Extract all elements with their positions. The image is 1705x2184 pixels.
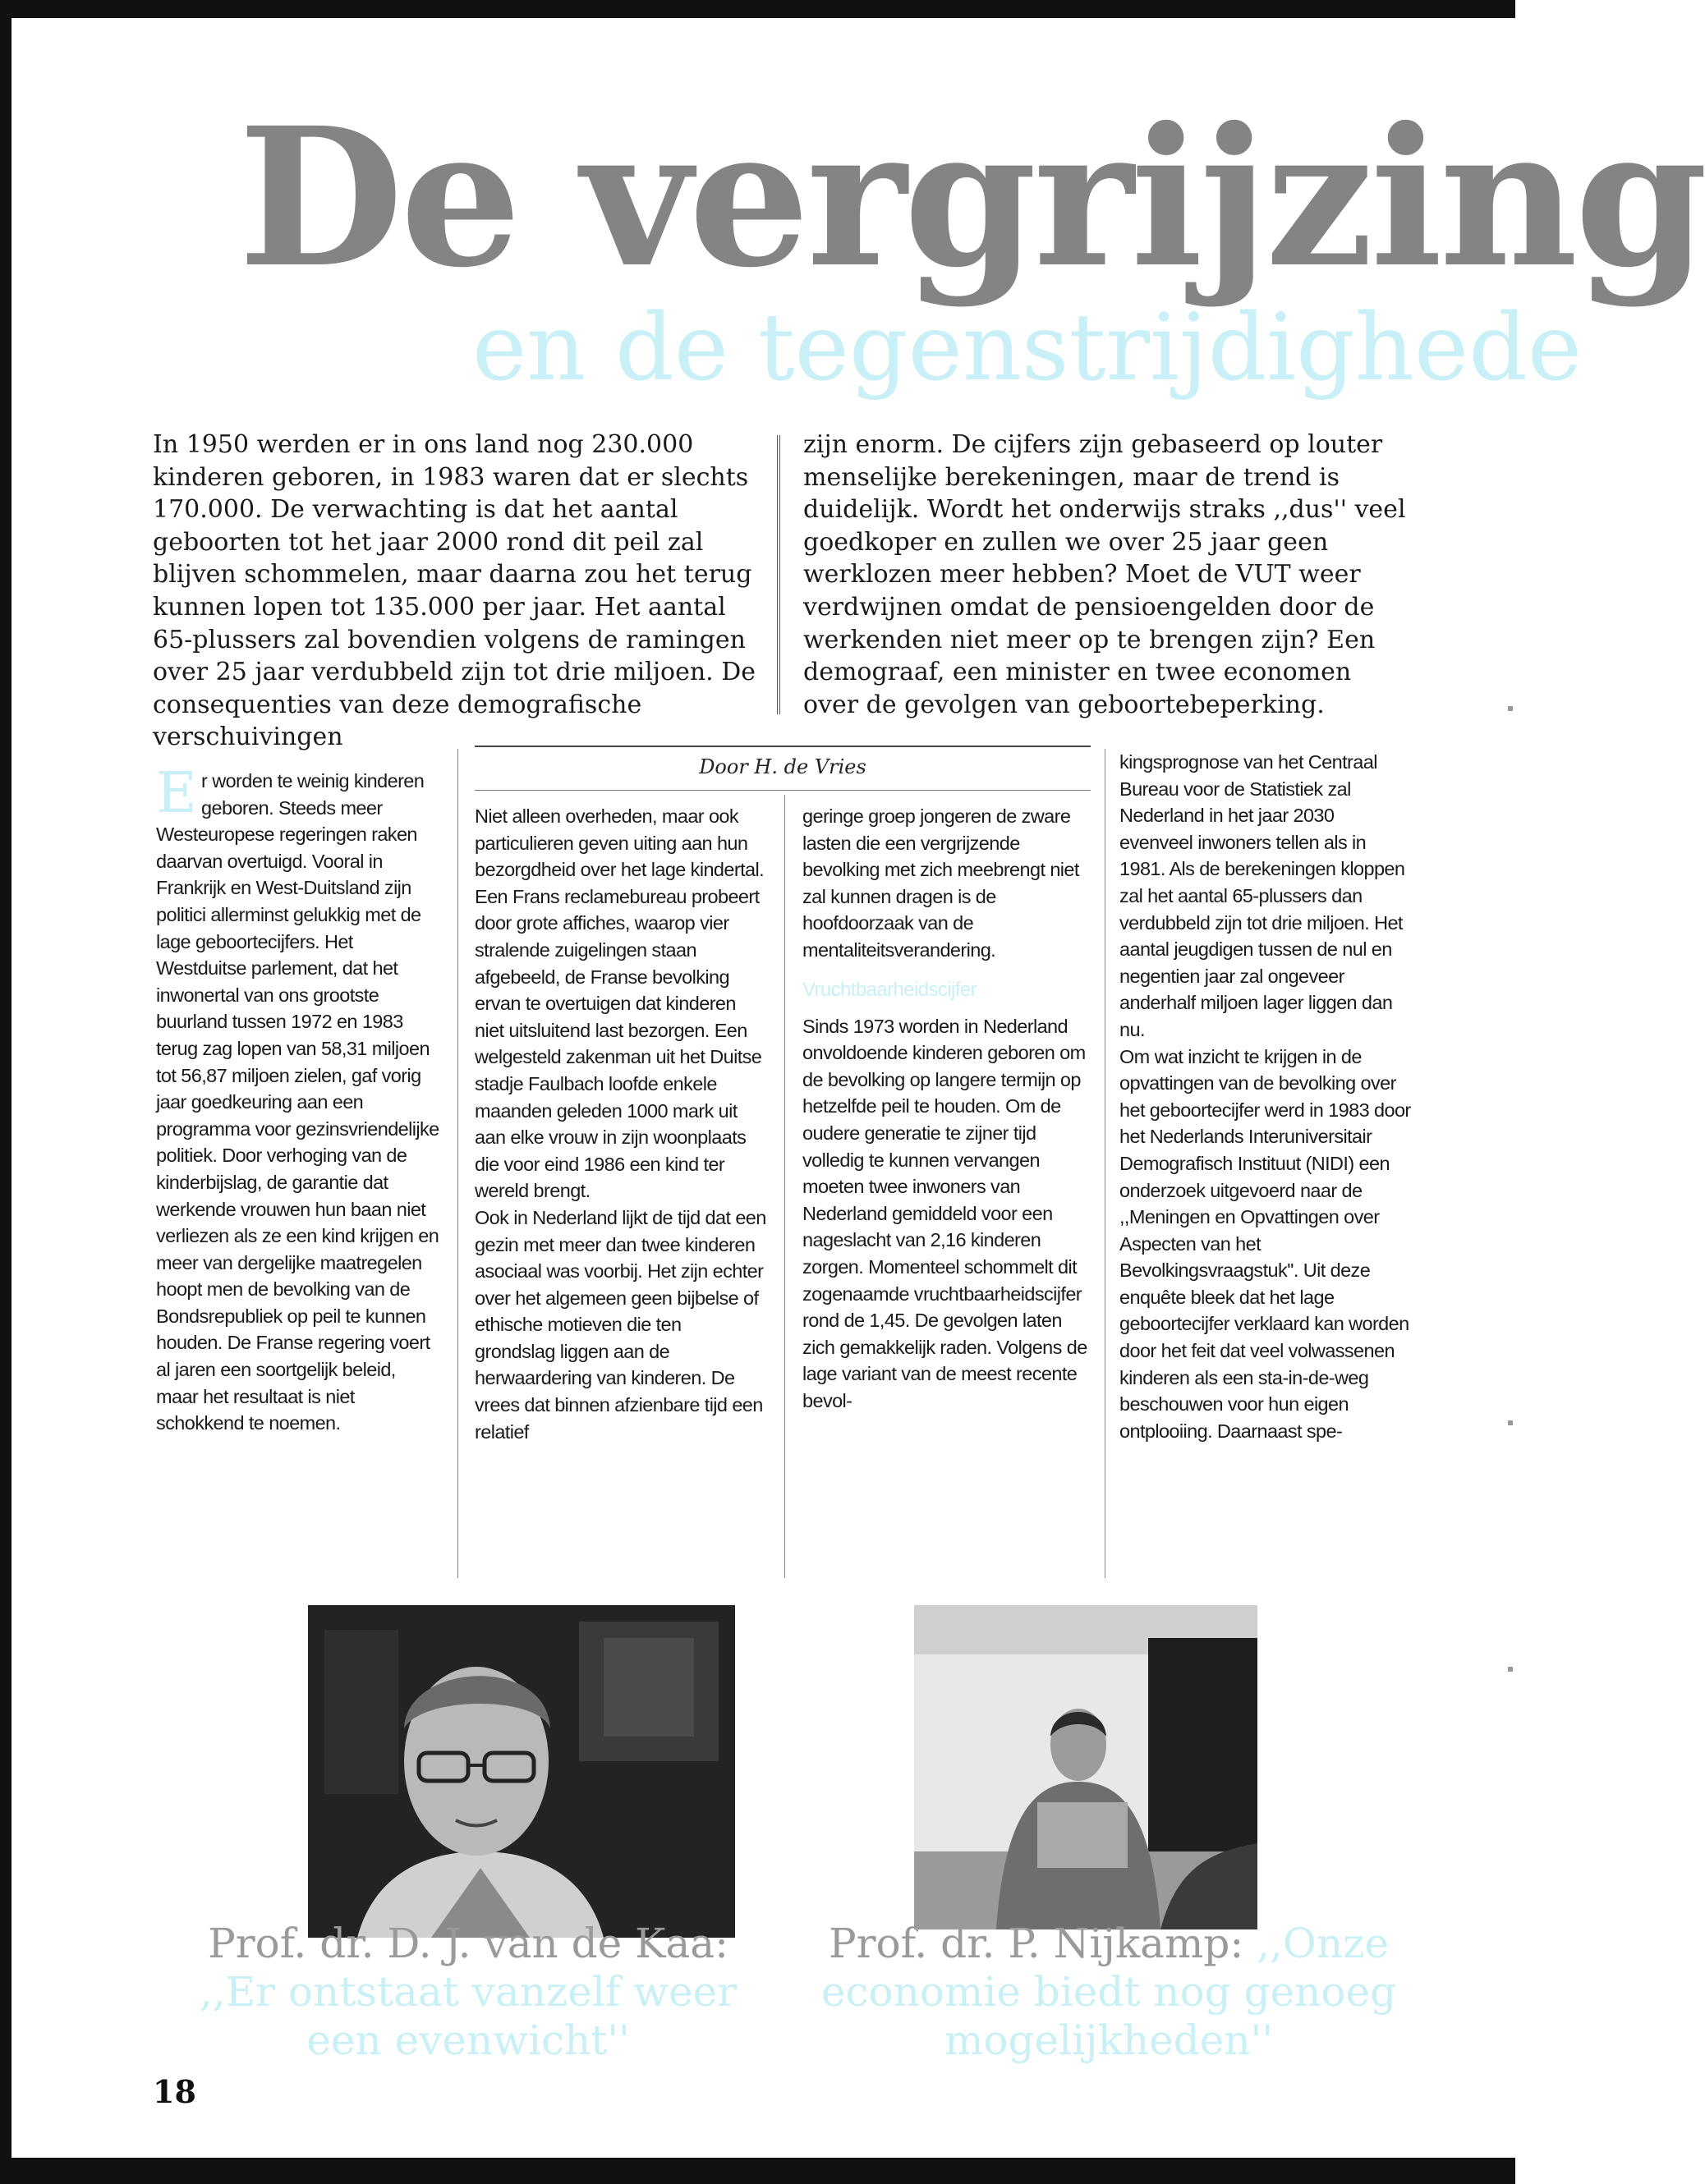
page-number: 18 [153,2073,196,2110]
scan-mark [1508,1667,1513,1672]
caption-right-quote-line-0: ,,Onze [1257,1920,1390,1967]
portrait-illustration-1 [308,1605,735,1938]
body-column-2 [475,803,766,1445]
caption-right-name: Prof. dr. P. Nijkamp: [828,1920,1244,1967]
body-column-1 [156,761,439,1437]
column-2-paragraph-2: Ook in Nederland lijkt de tijd dat een gezin met meer dan twee kinderen asociaal was voorbij. Het zijn echter over het algemeen geen bijbelse of ethische motieven die ten grondslag liggen aan de herwaardering van kinderen. De vrees dat binnen afzienbare tijd een relatief [475,1206,766,1443]
intro-divider [777,435,780,714]
article-title: De vergrijzing [238,85,1705,310]
scan-border-bottom [0,2158,1515,2184]
byline-rule-bottom [475,790,1091,791]
caption-left-name: Prof. dr. D. J. van de Kaa: [208,1920,728,1967]
column-divider-1 [457,749,458,1578]
caption-nijkamp [780,1920,1437,2065]
scan-mark [1508,1420,1513,1425]
portrait-photo-nijkamp [914,1605,1257,1929]
column-divider-2 [784,795,785,1578]
article-subtitle: en de tegenstrijdighede [472,295,1583,401]
intro-paragraph-left: In 1950 werden er in ons land nog 230.000 kinderen geboren, in 1983 waren dat er slechts 170.000. De verwachting is dat het aantal geboorten tot het jaar 2000 rond dit peil zal blijven schommelen, maar daarna zou het terug kunnen lopen tot 135.000 per jaar. Het aantal 65-plussers zal bovendien volgens de ramingen over 25 jaar verdubbeld zijn tot drie miljoen. De consequenties van deze demografische verschuivingen [153,430,756,752]
column-3-paragraph-1: geringe groep jongeren de zware lasten die een vergrijzende bevolking met zich meebrengt niet zal kunnen dragen is de hoofdoorzaak van de mentaliteitsverandering. [802,805,1079,961]
scan-border-left [0,0,11,2184]
byline-rule-top [475,746,1091,747]
caption-left-quote-line-2: een evenwicht'' [306,2017,630,2064]
body-column-4 [1119,749,1411,1444]
portrait-photo-van-de-kaa [308,1605,735,1938]
body-column-3 [802,803,1090,1414]
portrait-illustration-2 [914,1605,1257,1929]
column-2-paragraph-1: Niet alleen overheden, maar ook particulieren geven uiting aan hun bezorgdheid over het lage kindertal. Een Frans reclamebureau probeert door grote affiches, waarop vier stralende zuigelingen staan afgebeeld, de Franse bevolking ervan te overtuigen dat kinderen niet uitsluitend last bezorgen. Een welgesteld zakenman uit het Duitse stadje Faulbach loofde enkele maanden geleden 1000 mark uit aan elke vrouw in zijn woonplaats die voor eind 1986 een kind ter wereld brengt. [475,805,765,1202]
caption-right-quote-line-1: economie biedt nog genoeg [820,1968,1397,2016]
caption-left-quote-line-1: ,,Er ontstaat vanzelf weer [199,1968,738,2016]
intro-paragraph-right: zijn enorm. De cijfers zijn gebaseerd op louter menselijke berekeningen, maar de trend is duidelijk. Wordt het onderwijs straks ,,dus'' veel goedkoper en zullen we over 25 jaar geen werklozen meer hebben? Moet de VUT weer verdwijnen omdat de pensioengelden door de werkenden niet meer op te brengen zijn? Een demograaf, een minister en twee economen over de gevolgen van geboortebeperking. [803,430,1406,719]
byline: Door H. de Vries [699,755,866,778]
caption-right-quote-line-2: mogelijkheden'' [944,2017,1273,2064]
column-3-paragraph-2: Sinds 1973 worden in Nederland onvoldoende kinderen geboren om de bevolking op langere termijn op hetzelfde peil te houden. Om de oudere generatie te zijner tijd volledig te kunnen vervangen moeten twee inwoners van Nederland gemiddeld voor een nageslacht van 2,16 kinderen zorgen. Momenteel schommelt dit zogenaamde vruchtbaarheidscijfer rond de 1,45. De gevolgen laten zich gemakkelijk raden. Volgens de lage variant van de meest recente bevol- [802,1015,1087,1411]
scan-mark [1508,706,1513,711]
column-4-paragraph-2: Om wat inzicht te krijgen in de opvattingen van de bevolking over het geboortecijfer werd in 1983 door het Nederlands Interuniversitair Demografisch Instituut (NIDI) een onderzoek uitgevoerd naar de ,,Meningen en Opvattingen over Aspecten van het Bevolkingsvraagstuk''. Uit deze enquête bleek dat het lage geboortecijfer verklaard kan worden door het feit dat veel volwassenen kinderen als een sta-in-de-weg beschouwen voor hun eigen ontplooiing. Daarnaast spe- [1119,1045,1411,1442]
column-1-text: r worden te weinig kinderen geboren. Steeds meer Westeuropese regeringen raken daarvan overtuigd. Vooral in Frankrijk en West-Duitsland zijn politici allerminst gelukkig met de lage geboortecijfers. Het Westduitse parlement, dat het inwonertal van ons grootste buurland tussen 1972 en 1983 terug zag lopen van 58,31 miljoen tot 56,87 miljoen zielen, gaf vorig jaar goedkeuring aan een programma voor gezinsvriendelijke politiek. Door verhoging van de kinderbijslag, de garantie dat werkende vrouwen hun baan niet verliezen als ze een kind krijgen en meer van dergelijke maatregelen hoopt men de bevolking van de Bondsrepubliek op peil te kunnen houden. De Franse regering voert al jaren een soortgelijk beleid, maar het resultaat is niet schokkend te noemen. [156,770,439,1434]
section-subheading: Vruchtbaarheidscijfer [802,978,977,1001]
scan-border-top [0,0,1515,18]
caption-van-de-kaa [156,1920,780,2065]
drop-cap: E [156,761,197,826]
column-4-paragraph-1: kingsprognose van het Centraal Bureau voor de Statistiek zal Nederland in het jaar 2030 evenveel inwoners tellen als in 1981. Als de berekeningen kloppen zal het aantal 65-plussers dan verdubbeld zijn tot drie miljoen. Het aantal jeugdigen tussen de nul en negentien jaar zal ongeveer anderhalf miljoen lager liggen dan nu. [1119,751,1405,1040]
